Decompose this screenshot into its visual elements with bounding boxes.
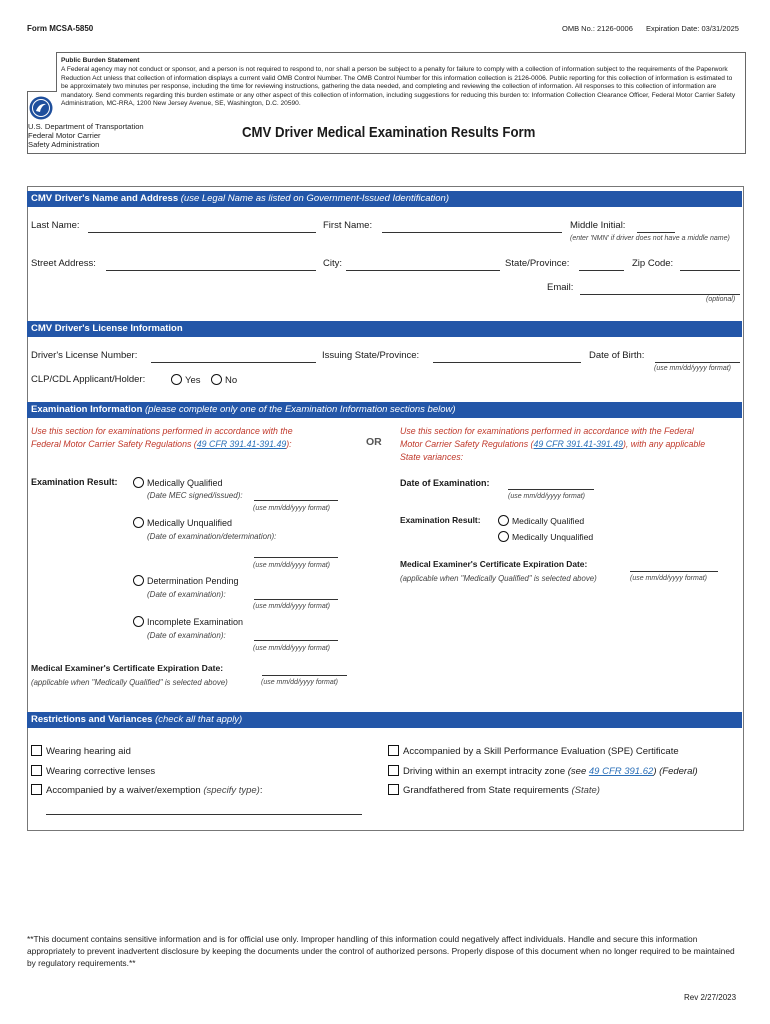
issuing-state-label: Issuing State/Province: <box>322 350 420 361</box>
or-divider: OR <box>366 436 382 448</box>
expiration-date: Expiration Date: 03/31/2025 <box>646 24 739 33</box>
hearing-aid-checkbox[interactable]: Wearing hearing aid <box>31 745 131 757</box>
email-optional-note: (optional) <box>706 296 736 303</box>
incomplete-date-field[interactable] <box>254 640 338 641</box>
radio-icon <box>133 517 144 528</box>
dob-format-note: (use mm/dd/yyyy format) <box>654 365 732 372</box>
radio-icon <box>171 374 182 385</box>
middle-initial-note: (enter 'NMN' if driver does not have a middle name) <box>570 235 730 242</box>
form-id: Form MCSA-5850 <box>27 24 94 33</box>
street-address-label: Street Address: <box>31 258 96 269</box>
left-mec-exp-label: Medical Examiner's Certificate Expiration Date: <box>31 663 224 673</box>
date-format-note: (use mm/dd/yyyy format) <box>508 493 586 500</box>
checkbox-icon <box>388 784 399 795</box>
date-format-note: (use mm/dd/yyyy format) <box>253 603 331 610</box>
right-mec-note: (applicable when "Medically Qualified" is selected above) <box>400 574 597 583</box>
intracity-cfr-link[interactable]: 49 CFR 391.62 <box>588 766 654 777</box>
date-format-note: (use mm/dd/yyyy format) <box>253 645 331 652</box>
form-frame <box>27 186 744 831</box>
last-name-label: Last Name: <box>31 220 80 231</box>
burden-title: Public Burden Statement <box>61 57 140 64</box>
right-mec-exp-label: Medical Examiner's Certificate Expiration Date: <box>400 559 588 569</box>
street-address-field[interactable] <box>106 270 316 271</box>
waiver-checkbox[interactable]: Accompanied by a waiver/exemption (specify type): <box>31 784 263 796</box>
date-format-note: (use mm/dd/yyyy format) <box>253 562 331 569</box>
right-medically-unqualified-option[interactable]: Medically Unqualified <box>498 531 593 542</box>
left-exam-result-label: Examination Result: <box>31 477 118 487</box>
clp-cdl-label: CLP/CDL Applicant/Holder: <box>31 374 146 385</box>
header-notch <box>27 52 57 92</box>
date-of-birth-field[interactable] <box>655 362 740 363</box>
burden-text: A Federal agency may not conduct or sponsor, and a person is not required to respond to, nor shall a person be subject to a penalty for failure to comply with a collection of information subject to the requirements of the Paperwork Reduction Act unless that collection of information displays a current valid OMB Control Number. The OMB Control Number for this information collection is 2126-0006. Public reporting for this collection of information is estimated to be approximately two minutes per response, including the time for reviewing instructions, gathering the data needed, and completing and reviewing the collection of information. All responses to this collection of information are mandatory. Send comments regarding this burden estimate or any other aspect of this collection of information, including suggestions for reducing this burden to: Information Collection Clearance Officer, Federal Motor Carrier Safety Administration, MC-RRA, 1200 New Jersey Avenue, SE, Washington, D.C. 20590. <box>61 66 736 108</box>
right-mec-exp-field[interactable] <box>630 571 718 572</box>
date-format-note: (use mm/dd/yyyy format) <box>630 575 708 582</box>
section-license-heading: CMV Driver's License Information <box>27 321 742 337</box>
pending-date-label: (Date of examination): <box>147 590 226 599</box>
right-exam-result-label: Examination Result: <box>400 515 481 525</box>
left-cfr-link[interactable]: 49 CFR 391.41-391.49 <box>196 439 287 449</box>
right-cfr-link[interactable]: 49 CFR 391.41-391.49 <box>533 439 623 449</box>
state-province-field[interactable] <box>579 270 624 271</box>
checkbox-icon <box>31 745 42 756</box>
license-number-field[interactable] <box>151 362 316 363</box>
checkbox-icon <box>31 765 42 776</box>
page-title: CMV Driver Medical Examination Results Form <box>242 124 536 141</box>
incomplete-exam-option[interactable]: Incomplete Examination <box>133 616 243 627</box>
radio-icon <box>133 616 144 627</box>
section-exam-heading: Examination Information (please complete only one of the Examination Information sections below) <box>27 402 742 418</box>
radio-icon <box>133 477 144 488</box>
middle-initial-label: Middle Initial: <box>570 220 626 231</box>
right-date-exam-field[interactable] <box>508 489 594 490</box>
left-mec-exp-field[interactable] <box>262 675 347 676</box>
section-restrictions-heading: Restrictions and Variances (check all that apply) <box>27 712 742 728</box>
clp-yes-option[interactable]: Yes <box>171 374 201 386</box>
city-field[interactable] <box>346 270 500 271</box>
date-exam-determination-label: (Date of examination/determination): <box>147 532 277 541</box>
email-field[interactable] <box>580 294 740 295</box>
first-name-label: First Name: <box>323 220 373 231</box>
waiver-type-field[interactable] <box>46 814 362 815</box>
right-intro: Use this section for examinations performed in accordance with the Federal Motor Carrier Safety Regulations (49 CFR 391.41-391.49), with any applicable State variances: <box>400 426 706 462</box>
last-name-field[interactable] <box>88 232 316 233</box>
radio-icon <box>498 531 509 542</box>
incomplete-date-label: (Date of examination): <box>147 631 226 640</box>
right-medically-qualified-option[interactable]: Medically Qualified <box>498 515 584 526</box>
revision-date: Rev 2/27/2023 <box>684 993 737 1002</box>
first-name-field[interactable] <box>382 232 562 233</box>
date-mec-signed-label: (Date MEC signed/issued): <box>147 491 243 500</box>
section-name-address-heading: CMV Driver's Name and Address (use Legal Name as listed on Government-Issued Identification) <box>27 191 742 207</box>
zip-code-field[interactable] <box>680 270 740 271</box>
state-province-label: State/Province: <box>505 258 570 269</box>
city-label: City: <box>323 258 342 269</box>
determination-pending-option[interactable]: Determination Pending <box>133 575 239 586</box>
right-date-exam-label: Date of Examination: <box>400 478 490 488</box>
left-medically-qualified-option[interactable]: Medically Qualified <box>133 477 223 488</box>
radio-icon <box>211 374 222 385</box>
checkbox-icon <box>388 745 399 756</box>
agency-name: U.S. Department of Transportation Federal Motor Carrier Safety Administration <box>28 122 144 150</box>
left-intro: Use this section for examinations performed in accordance with the Federal Motor Carrier Safety Regulations (49 CFR 391.41-391.49): <box>31 426 293 449</box>
zip-code-label: Zip Code: <box>632 258 674 269</box>
license-number-label: Driver's License Number: <box>31 350 138 361</box>
issuing-state-field[interactable] <box>433 362 581 363</box>
radio-icon <box>498 515 509 526</box>
email-label: Email: <box>547 282 574 293</box>
omb-number: OMB No.: 2126-0006 <box>562 24 633 33</box>
spe-checkbox[interactable]: Accompanied by a Skill Performance Evaluation (SPE) Certificate <box>388 745 679 757</box>
date-of-birth-label: Date of Birth: <box>589 350 645 361</box>
clp-no-option[interactable]: No <box>211 374 237 386</box>
corrective-lenses-checkbox[interactable]: Wearing corrective lenses <box>31 765 155 777</box>
grandfathered-checkbox[interactable]: Grandfathered from State requirements (State) <box>388 784 600 796</box>
checkbox-icon <box>31 784 42 795</box>
checkbox-icon <box>388 765 399 776</box>
radio-icon <box>133 575 144 586</box>
date-exam-determination-field[interactable] <box>254 557 338 558</box>
left-medically-unqualified-option[interactable]: Medically Unqualified <box>133 517 232 528</box>
middle-initial-field[interactable] <box>637 232 675 233</box>
date-format-note: (use mm/dd/yyyy format) <box>261 679 339 686</box>
left-mec-note: (applicable when "Medically Qualified" is selected above) <box>31 678 228 687</box>
pending-date-field[interactable] <box>254 599 338 600</box>
dot-logo <box>29 96 53 120</box>
date-mec-signed-field[interactable] <box>254 500 338 501</box>
date-format-note: (use mm/dd/yyyy format) <box>253 505 331 512</box>
intracity-checkbox[interactable]: Driving within an exempt intracity zone (see 49 CFR 391.62) (Federal) <box>388 765 698 777</box>
sensitive-info-notice: **This document contains sensitive information and is for official use only. Improper handling of this information could negatively affect individuals. Handle and secure this information appropriately to prevent inadvertent disclosure by keeping the documents under the control of authorized persons. Properly dispose of this document when no longer required to be maintained by regulatory requirements.** <box>27 934 735 968</box>
